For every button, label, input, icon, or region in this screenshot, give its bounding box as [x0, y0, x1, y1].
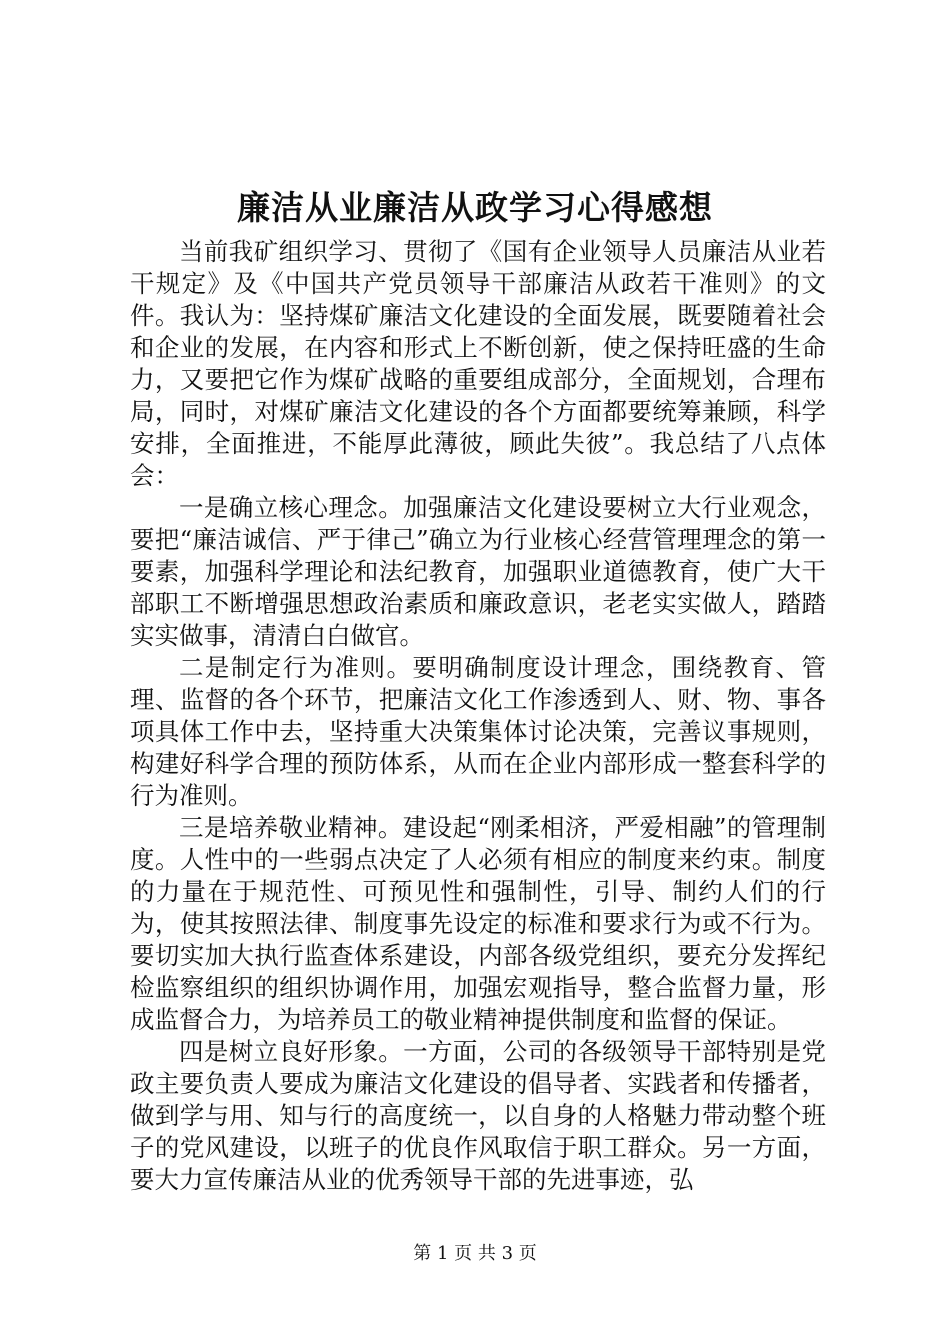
document-body: [130, 236, 826, 1196]
document-title: 廉洁从业廉洁从政学习心得感想: [237, 188, 713, 227]
paragraph-point-4: 四是树立良好形象。一方面，公司的各级领导干部特别是党政主要负责人要成为廉洁文化建设的倡导者、实践者和传播者，做到学与用、知与行的高度统一，以自身的人格魅力带动整个班子的党风建设，以班子的优良作风取信于职工群众。另一方面，要大力宣传廉洁从业的优秀领导干部的先进事迹，弘: [130, 1037, 826, 1194]
paragraph-point-3: 三是培养敬业精神。建设起“刚柔相济，严爱相融”的管理制度。人性中的一些弱点决定了人必须有相应的制度来约束。制度的力量在于规范性、可预见性和强制性，引导、制约人们的行为，使其按照法律、制度事先设定的标准和要求行为或不行为。要切实加大执行监查体系建设，内部各级党组织，要充分发挥纪检监察组织的组织协调作用，加强宏观指导，整合监督力量，形成监督合力，为培养员工的敬业精神提供制度和监督的保证。: [130, 813, 826, 1034]
paragraph-point-2: 二是制定行为准则。要明确制度设计理念，围绕教育、管理、监督的各个环节，把廉洁文化工作渗透到人、财、物、事各项具体工作中去，坚持重大决策集体讨论决策，完善议事规则，构建好科学合理的预防体系，从而在企业内部形成一整套科学的行为准则。: [130, 653, 826, 810]
page-footer: 第 1 页 共 3 页: [413, 1243, 537, 1264]
paragraph-intro: 当前我矿组织学习、贯彻了《国有企业领导人员廉洁从业若干规定》及《中国共产党员领导干部廉洁从政若干准则》的文件。我认为：坚持煤矿廉洁文化建设的全面发展，既要随着社会和企业的发展，在内容和形式上不断创新，使之保持旺盛的生命力，又要把它作为煤矿战略的重要组成部分，全面规划，合理布局，同时，对煤矿廉洁文化建设的各个方面都要统筹兼顾，科学安排，全面推进，不能厚此薄彼，顾此失彼”。我总结了八点体会：: [130, 237, 826, 490]
paragraph-point-1: 一是确立核心理念。加强廉洁文化建设要树立大行业观念，要把“廉洁诚信、严于律己”确立为行业核心经营管理理念的第一要素，加强科学理论和法纪教育，加强职业道德教育，使广大干部职工不断增强思想政治素质和廉政意识，老老实实做人，踏踏实实做事，清清白白做官。: [130, 493, 826, 650]
